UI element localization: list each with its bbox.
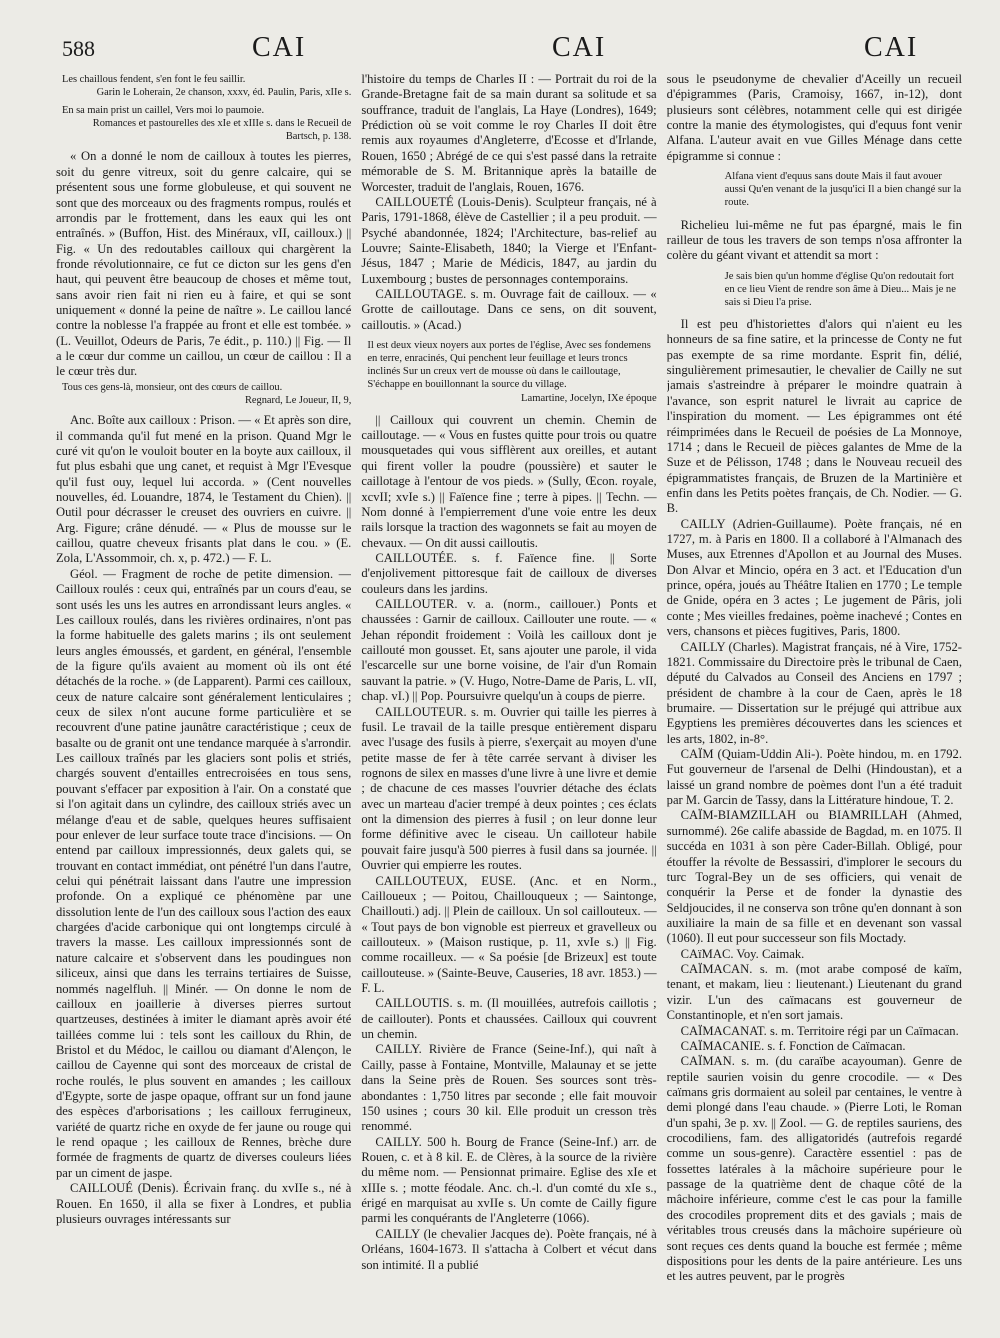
entry-paragraph: CAILLOUETÉ (Louis-Denis). Sculpteur français, né à Paris, 1791-1868, élève de Castellier ; il a peu produit. — Psyché abandonnée, 1824; l'Architecture, bas-relief au Louvre; Sainte-Elisabeth, 1840; la Vierge et l'Enfant-Jésus, 1847 ; Marie de Médicis, 1847, au jardin du Luxembourg ; bustes de personnages contemporains. <box>361 194 657 286</box>
entry-paragraph: CAILLY (Charles). Magistrat français, né à Vire, 1752-1821. Commissaire du Directoire près le tribunal de Caen, député du Calvados au Conseil des Anciens en 1797 ; président de chambre à la cour de Caen, après le 18 brumaire. — Dissertation sur le préjugé qui attribue aux Egyptiens les premières découvertes dans les sciences et les arts, 1802, in-8°. <box>666 639 962 746</box>
column-3 <box>667 72 962 1328</box>
entry-paragraph: CAÏMACAN. s. m. (mot arabe composé de kaïm, tenant, et makam, lieu : lieutenant.) Lieutenant du grand vizir. L'un des caïmacans est gouverneur de Constantinople, et n'en sort jamais. <box>666 962 962 1023</box>
citation: Tous ces gens-là, monsieur, ont des cœurs de caillou. Regnard, Le Joueur, II, 9, <box>62 381 352 406</box>
entry-paragraph: CAÏMACANAT. s. m. Territoire régi par un Caïmacan. <box>680 1023 959 1038</box>
entry-paragraph: l'histoire du temps de Charles II : — Portrait du roi de la Grande-Bretagne fait de sa main durant sa solitude et sa souffrance, traduit de l'anglais, La Haye (Londres), 1649; Prédiction où se voit comme le roy Charles II doit être remis aux royaumes d'Angleterre, d'Ecosse et d'Irlande, Rouen, 1650 ; Abrégé de ce qui s'est passé dans la retraite mémorable de S. M. Britannique après la bataille de Worcester, traduit de l'anglais, Rouen, 1676. <box>361 72 657 194</box>
entry-paragraph: CAILLOUÉ (Denis). Écrivain franç. du xvIIe s., né à Rouen. En 1650, il alla se fixer à Londres, et publia plusieurs ouvrages intéressants sur <box>56 1181 352 1226</box>
entry-paragraph: Il est peu d'historiettes d'alors qui n'aient eu les honneurs de sa fine satire, et la princesse de Conty ne fut pas exempte de sa rime mordante. Esprit fin, délié, singulièrement primesautier, le chevalier de Cailly ne sut jamais s'astreindre à préparer le moindre quatrain à l'avance, son esprit naturel le livrait au caprice de l'inspiration du moment. — Les épigrammes ont été réimprimées dans le Recueil de poésies de La Monnoye, 1714 ; dans le Recueil de pièces galantes de Mme de la Suze et de Pélisson, 1748 ; dans le Nouveau recueil des épigrammatistes français, de Bruzen de la Martinière et enfin dans les Petits poètes français, de Ch. Nodier. — G. B. <box>666 316 962 516</box>
entry-paragraph: CAÏM-BIAMZILLAH ou BIAMRILLAH (Ahmed, surnommé). 26e calife abasside de Bagdad, m. en 1075. Il succéda en 1031 à son père Cader-Billah. Obligé, pour étouffer la révolte de Bessassiri, d'implorer le secours du turc Togral-Bey un de ses officiers, qui venait de conquérir la Perse et de fonder la dynastie des Seldjoucides, il ne conserva son trône qu'en donnant à son auxiliaire la main de sa fille et en devenant son vassal (1060). Il eut pour successeur son fils Moctady. <box>666 808 962 946</box>
verse-quotation: Je sais bien qu'un homme d'église Qu'on redoutait fort en ce lieu Vient de rendre son âme à Dieu... Mais je ne sais si Dieu l'a prise. <box>724 270 956 308</box>
verse-quotation: Alfana vient d'equus sans doute Mais il faut avouer aussi Qu'en venant de la jusqu'ici Il a bien changé sur la route. <box>724 171 962 209</box>
text-columns <box>56 72 962 1328</box>
entry-paragraph: « On a donné le nom de cailloux à toutes les pierres, soit du genre vitreux, soit du genre calcaire, qui se présentent sous une forme globuleuse, et qui souvent ne sont que des morceaux ou des fragments rompus, roulés et arrondis par le frottement, dans les eaux qui les ont entraînés. » (Buffon, Hist. des Minéraux, vII, cailloux.) || Fig. « Un des redoutables cailloux qui chargèrent la fronde révolutionnaire, ce fut ce dicton sur les gens d'en haut, qui peuvent être beaucoup de choses et même tout, sans avoir rien fait ni rien eu à faire, et qui se sont uniquement « donné la peine de naître ». Le caillou lancé contre la noblesse l'a frappée au front et elle est tombée. » (L. Veuillot, Odeurs de Paris, 7e édit., p. 110.) || Fig. — Il a le cœur dur comme un caillou, un cœur de caillou : Il a le cœur très dur. <box>56 149 352 379</box>
entry-paragraph: CAILLOUTAGE. s. m. Ouvrage fait de cailloux. — « Grotte de cailloutage. Dans ce sens, on dit souvent, cailloutis. » (Acad.) <box>361 287 657 332</box>
entry-paragraph: Richelieu lui-même ne fut pas épargné, mais le fin railleur de tous les travers de son temps n'osa affronter la colère du géant vivant et attendit sa mort : <box>666 217 962 263</box>
entry-paragraph: CAïMAC. Voy. Caimak. <box>680 946 805 961</box>
entry-paragraph: CAÏMAN. s. m. (du caraïbe acayouman). Genre de reptile saurien voisin du genre crocodile. — « Des caïmans gris dormaient au soleil par centaines, le ventre à demi plongé dans l'eau chaude. » (Pierre Loti, le Roman d'un spahi, 3e p. xv. || Zool. — G. de reptiles sauriens, des crocodiliens, fam. des alligatoridés (autrefois regardé comme un sous-genre). Caractère essentiel : pas de fossettes latérales à la mâchoire supérieure pour le passage de la quatrième dent de chaque côté de la mâchoire inférieure, comme c'est le cas pour la famille des crocodiles proprement dits et des gavials ; mais de véritables trous creusés dans la mâchoire supérieure où sont reçues ces dents quand la bouche est fermée ; même dispositions pour les dents de la paire antérieure. Les uns et les autres peuvent, par le progrès <box>666 1054 962 1284</box>
entry-paragraph: || Cailloux qui couvrent un chemin. Chemin de cailloutage. — « Vous en fustes quitte pour trois ou quatre mousquetades qui vous sifflèrent aux oreilles, et autant qui firent voller la poudre (poussière) et sauter le caillotage à l'entour de vos pieds. » (Sully, Œcon. royale, xcvII; xvIe s.) || Faïence fine ; terre à pipes. || Techn. — Nom donné à l'empierrement d'une voie entre les deux rails lorsque la traction des wagonnets se fait au moyen de chevaux. — On dit aussi cailloutis. <box>361 412 657 550</box>
entry-paragraph: sous le pseudonyme de chevalier d'Aceilly un recueil d'épigrammes (Paris, Cramoisy, 1667, in-12), dont plusieurs sont célèbres, notamment celle qui est dirigée contre la manie des étymologistes, qui d'equus font venir Alfana. L'auteur avait en vue Gilles Ménage dans cette épigramme si connue : <box>666 72 962 163</box>
entry-paragraph: CAILLY (le chevalier Jacques de). Poète français, né à Orléans, 1604-1673. Il s'attacha à Colbert et vécut dans son intimité. Il a publié <box>361 1226 657 1272</box>
entry-paragraph: CAILLY (Adrien-Guillaume). Poète français, né en 1727, m. à Paris en 1800. Il a collaboré à l'Almanach des Muses, aux Etrennes d'Apollon et au Journal des Muses. Don Alvar et Mincio, opéra en 3 act. et l'Education d'un prince, opéra, joués au Théâtre Italien en 1770 ; Le temple de Gnide, opéra en 3 actes ; Le jugement de Pâris, joli conte ; Mes vieilles fredaines, poème inachevé ; Contes en vers, chansons et pièces fugitives, Paris, 1800. <box>666 516 962 639</box>
citation: En sa main prist un caillel, Vers moi lo paumoie. Romances et pastourelles des xIe et xIIIe s. dans le Recueil de Bartsch, p. 138. <box>62 105 352 142</box>
entry-paragraph: CAILLOUTIS. s. m. (Il mouillées, autrefois caillotis ; de caillouter). Ponts et chaussées. Cailloux qui couvrent un chemin. <box>361 996 657 1042</box>
running-head-center: CAI <box>552 32 607 63</box>
entry-paragraph: CAÏM (Quiam-Uddin Ali-). Poète hindou, m. en 1792. Fut gouverneur de l'arsenal de Delhi (Hindoustan), et a laissé un grand nombre de poèmes dont l'un a été traduit par M. Garcin de Tassy, dans la Littérature hindoue, T. 2. <box>666 747 962 808</box>
column-2 <box>361 72 656 1328</box>
running-head-right: CAI <box>864 32 919 63</box>
entry-paragraph: Géol. — Fragment de roche de petite dimension. — Cailloux roulés : ceux qui, entraînés par un cours d'eau, se sont usés les uns les autres en arrondissant leurs angles. « Les cailloux roulés, dans les rivières ordinaires, n'ont pas la forme habituelle des galets marins ; ils ont seulement leurs angles émoussés, et gardent, en général, l'ensemble de la figure qu'ils avaient au moment où ils ont été détachés de la roche. » (de Lapparent). Parmi ces cailloux, ceux de nature calcaire sont généralement lenticulaires ; ceux de silex n'ont aucune forme particulière et se recouvrent d'une patine jaunâtre caractéristique ; ceux de basalte ou de granit ont une tendance marquée à s'arrondir. Les cailloux traînés par les glaciers sont polis et striés, chargés souvent d'entailles entrecroisées en tous sens, pouvant s'effacer par exposition à l'air. On a constaté que si l'on agitait dans un cylindre, des cailloux striés avec un mélange d'eau et de sable, quelques heures suffisaient pour enlever de leur surface toute trace d'incisions. — On entend par cailloux impressionnés, deux galets qui, se trouvant en contact immédiat, ont pénétré l'un dans l'autre, celui qui pénétrait laissant dans l'autre une impression profonde. On a expliqué ce phénomène par une dissolution lente de l'un des cailloux sous l'action des eaux chargées d'acide carbonique qui ont longtemps circulé à travers la masse. Les cailloux impressionnés sont de nature calcaire et s'observent dans les poudingues non siliceux, ainsi que dans les terrains tertiaires de Suisse, nommés nagelfluh. || Minér. — On donne le nom de cailloux en joaillerie à diverses pierres surtout quartzeuses, destinées à imiter le diamant après avoir été taillées comme lui : tels sont les cailloux du Rhin, de Bristol et du Médoc, le caillou ou diamant d'Alençon, le caillou de Cayenne qui sont des morceaux de cristal de roche roulés, le plus souvent en amandes ; les cailloux d'Egypte, sorte de jaspe opaque, offrant sur un fond jaune des espèces d'arborisations ; les cailloux ferrugineux, variété de quartz riche en oxyde de fer jaune ou rouge qui le rend opaque ; les cailloux de Rennes, brèche dure formée de fragments de quartz de diverses couleurs liées par un ciment de jaspe. <box>56 566 352 1180</box>
entry-paragraph: CAILLOUTER. v. a. (norm., caillouer.) Ponts et chaussées : Garnir de cailloux. Caillouter une route. — « Jehan répondit froidement : Voilà les cailloux dont je caillouté mon gousset. Et, sans ajouter une parole, il vida l'escarcelle sur une borne voisine, de l'air d'un Romain sauvant la patrie. » (V. Hugo, Notre-Dame de Paris, L. vII, chap. vI.) || Pop. Poursuivre quelqu'un à coups de pierre. <box>361 597 657 704</box>
entry-paragraph: CAÏMACANIE. s. f. Fonction de Caïmacan. <box>680 1038 906 1053</box>
entry-paragraph: Anc. Boîte aux cailloux : Prison. — « Et après son dire, il commanda qu'il fut mené en la prison. Quand Mgr le curé vit qu'on le vouloit bouter en la boyte aux cailloux, il fut plus esbahi que ung canet, et requist à Mgr l'Evesque qu'il fust ouy, lequel lui accorda. » (Cent nouvelles nouvelles, éd. Louandre, 1874, le Testament du Chien). || Outil pour décrasser le creuset des ouvriers en cuivre. || Arg. Figure; crâne dénudé. — « Plus de mousse sur le caillou, quatre cheveux frisants plat dans le cou. » (E. Zola, L'Assommoir, ch. x, p. 472.) — F. L. <box>56 413 352 566</box>
page-number: 588 <box>62 36 95 61</box>
running-head-left: CAI <box>252 32 307 63</box>
entry-paragraph: CAILLY. Rivière de France (Seine-Inf.), qui naît à Cailly, passe à Fontaine, Montville, Malaunay et se jette dans la Seine près de Rouen. Ses sources sont très-abondantes : 1,750 litres par seconde ; elle fait mouvoir 150 usines ; cours 30 kil. Elle produit un cresson très renommé. <box>361 1042 657 1134</box>
entry-paragraph: CAILLOUTÉE. s. f. Faïence fine. || Sorte d'enjolivement pittoresque fait de cailloux de diverses couleurs dans les jardins. <box>361 550 657 596</box>
column-1 <box>56 72 351 1328</box>
citation: Les chaillous fendent, s'en font le feu saillir. Garin le Loherain, 2e chanson, xxxv, éd. Paulin, Paris, xIIe s. <box>62 74 352 98</box>
entry-paragraph: CAILLOUTEUX, EUSE. (Anc. et en Norm., Cailloueux ; — Poitou, Chaillouqueux ; — Saintonge, Chaillouti.) adj. || Plein de cailloux. Un sol caillouteux. — « Tout pays de bon vignoble est pierreux et gravelleux ou caillouteux. » (Maison rustique, p. 11, xvIe s.) || Fig. comme rocailleux. — « Sa poésie [de Brizeux] est toute caillouteuse. » (Sainte-Beuve, Causeries, 18 avr. 1853.) — F. L. <box>361 873 657 996</box>
verse-quotation: Il est deux vieux noyers aux portes de l'église, Avec ses fondemens en terre, enracinés, Qui penchent leur feuillage et leurs troncs inclinés Sur un creux vert de mousse où dans le cailloutage, S'échappe en bouillonnant la source du village. Lamartine, Jocelyn, IXe époque <box>367 340 657 404</box>
page-header <box>56 32 962 72</box>
entry-paragraph: CAILLOUTEUR. s. m. Ouvrier qui taille les pierres à fusil. Le travail de la taille presque entièrement disparu avec l'usage des fusils à pierre, s'exerçait au moyen d'une petite masse de fer à tête carrée servant à diviser les rognons de silex en masses d'une livre à une livre et demie ; de chacune de ces masses l'ouvrier détache des éclats avec un marteau d'acier trempé à deux pointes ; ces éclats ont la dimension des pierres à fusil ; on leur donne leur forme définitive avec le ciseau. Un cailloteur habile pouvait faire jusqu'à 500 pierres à fusil dans sa journée. || Ouvrier qui empierre les routes. <box>361 704 657 873</box>
entry-paragraph: CAILLY. 500 h. Bourg de France (Seine-Inf.) arr. de Rouen, c. et à 8 kil. E. de Clères, à la source de la rivière du même nom. — Pensionnat primaire. Eglise des xIe et xIIIe s. ; motte féodale. Anc. ch.-l. d'un comté du xIe s., érigé en marquisat au xvIIe s. Un comte de Cailly figure parmi les conquérants de l'Angleterre (1066). <box>361 1134 657 1226</box>
